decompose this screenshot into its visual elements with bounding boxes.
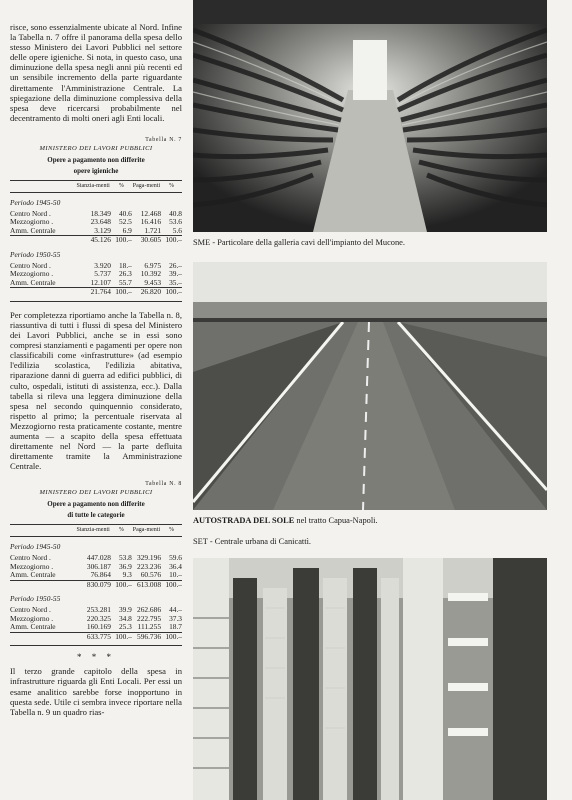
table8 bbox=[10, 524, 182, 641]
table-row: Mezzogiorno . 23.648 52.5 16.416 53.6 bbox=[10, 217, 182, 227]
table8-header bbox=[10, 481, 182, 521]
table-row: Mezzogiorno . 220.325 34.8 222.795 37.3 bbox=[10, 613, 182, 623]
caption-company: SET bbox=[193, 537, 208, 546]
period-label: Periodo 1945-50 bbox=[10, 197, 61, 207]
table-row: Amm. Centrale 76.864 9.3 60.576 10.– bbox=[10, 570, 182, 580]
table8-col-pag: Paga-menti bbox=[132, 525, 161, 537]
table8-col-pct1: % bbox=[111, 525, 132, 537]
period-label: Periodo 1950-55 bbox=[10, 249, 61, 259]
table-row: Amm. Centrale 3.129 6.9 1.721 5.6 bbox=[10, 225, 182, 235]
caption-text: - Particolare della galleria cavi dell'impianto del Mucone. bbox=[210, 238, 405, 247]
table8-col-stanz: Stanzia-menti bbox=[75, 525, 111, 537]
table-row: Amm. Centrale 160.169 25.3 111.255 18.7 bbox=[10, 622, 182, 632]
table7-col-pct1: % bbox=[111, 180, 132, 192]
table8-title bbox=[10, 499, 182, 521]
table7-bottom-rule bbox=[10, 301, 182, 302]
cable-gallery-illustration bbox=[193, 0, 547, 232]
caption-text: - Centrale urbana di Canicattì. bbox=[207, 537, 312, 546]
table7-col-stanz: Stanzia-menti bbox=[75, 180, 111, 192]
table7-ministry: MINISTERO DEI LAVORI PUBBLICI bbox=[39, 144, 153, 152]
motorway-photo bbox=[193, 262, 547, 510]
telephone-exchange-illustration bbox=[193, 558, 547, 800]
caption-motorway bbox=[193, 516, 378, 525]
motorway-illustration bbox=[193, 262, 547, 510]
period-label: Periodo 1950-55 bbox=[10, 594, 61, 604]
table8-title-line2: di tutte le categorie bbox=[67, 511, 125, 520]
table-row: Centro Nord . 18.349 40.6 12.468 40.8 bbox=[10, 208, 182, 218]
table-total-row: 45.126 100.– 30.605 100.– bbox=[10, 236, 182, 245]
period-label: Periodo 1945-50 bbox=[10, 542, 61, 552]
table7-title bbox=[10, 155, 182, 177]
caption-text: nel tratto Capua-Napoli. bbox=[294, 516, 378, 525]
table7 bbox=[10, 180, 182, 297]
caption-cable-gallery bbox=[193, 238, 405, 247]
cable-gallery-photo bbox=[193, 0, 547, 232]
table7-col-pag: Paga-menti bbox=[132, 180, 161, 192]
table-row: Amm. Centrale 12.107 55.7 9.453 35.– bbox=[10, 277, 182, 287]
table8-ministry: MINISTERO DEI LAVORI PUBBLICI bbox=[39, 489, 153, 497]
table8-title-line1: Opere a pagamento non differite bbox=[47, 500, 145, 509]
table8-col-pct2: % bbox=[161, 525, 182, 537]
table7-title-line2: opere igieniche bbox=[73, 166, 119, 175]
end-paragraph: Il terzo grande capitolo della spesa in infrastrutture riguarda gli Enti Locali. Per essi un esame analitico sarebbe forse inopportuno in questa sede. Utile ci sembra invece riportare nella Tabella n. 9 un quadro rias- bbox=[10, 666, 182, 717]
table-row: Centro Nord . 447.028 53.8 329.196 59.6 bbox=[10, 552, 182, 562]
telephone-exchange-photo bbox=[193, 558, 547, 800]
mid-paragraph: Per completezza riportiamo anche la Tabella n. 8, riassuntiva di tutti i flussi di spesa del Ministero dei Lavori Pubblici, anche se in essi sono compresi stanziamenti e pagamenti per opere non classificabili come «infrastrutture» (ad esempio l'edilizia scolastica, l'edilizia abitativa, riparazione danni di guerra ad edifici pubblici, di culto, ospedali, istituti di assistenza, ecc.). Dalla tabella si rileva una leggera diminuzione della spesa nel secondo quinquennio considerato, rispetto al primo; la percentuale riservata al Mezzogiorno resta praticamente costante, mentre aumenta — a scapito della spesa effettuata direttamente nel Nord — la parte defluita direttamente tramite la Amministrazione Centrale. bbox=[10, 309, 182, 472]
table8-bottom-rule bbox=[10, 645, 182, 646]
table-row: Mezzogiorno . 306.187 36.9 223.236 36.4 bbox=[10, 561, 182, 571]
table7-title-line1: Opere a pagamento non differite bbox=[47, 155, 145, 164]
table-total-row: 830.079 100.– 613.008 100.– bbox=[10, 580, 182, 589]
table8-number: Tabella N. 8 bbox=[145, 481, 182, 488]
left-column bbox=[10, 22, 182, 717]
table-total-row: 21.764 100.– 26.820 100.– bbox=[10, 288, 182, 297]
caption-exchange bbox=[193, 537, 311, 546]
table-row: Centro Nord . 3.920 18.– 6.975 26.– bbox=[10, 260, 182, 270]
table7-number: Tabella N. 7 bbox=[145, 136, 182, 143]
table7-header bbox=[10, 137, 182, 177]
table7-col-pct2: % bbox=[161, 180, 182, 192]
intro-paragraph: risce, sono essenzialmente ubicate al Nord. Infine la Tabella n. 7 offre il panorama della spesa dello stesso Ministero dei Lavori Pubblici nel settore delle opere igieniche. Si nota, in questo caso, una diminuzione della spesa negli anni più recenti ed un sensibile incremento della parte riguardante direttamente l'Amministrazione Centrale. La spiegazione della diminuzione complessiva della spesa deve ricercarsi probabilmente nel decentramento di molti oneri agli Enti locali. bbox=[10, 22, 182, 123]
section-separator: * * * bbox=[77, 652, 115, 663]
table-row: Mezzogiorno . 5.737 26.3 10.392 39.– bbox=[10, 269, 182, 279]
table-row: Centro Nord . 253.281 39.9 262.686 44.– bbox=[10, 604, 182, 614]
caption-motorway-name: AUTOSTRADA DEL SOLE bbox=[193, 516, 295, 525]
table-total-row: 633.775 100.– 596.736 100.– bbox=[10, 632, 182, 641]
caption-company: SME bbox=[193, 238, 211, 247]
